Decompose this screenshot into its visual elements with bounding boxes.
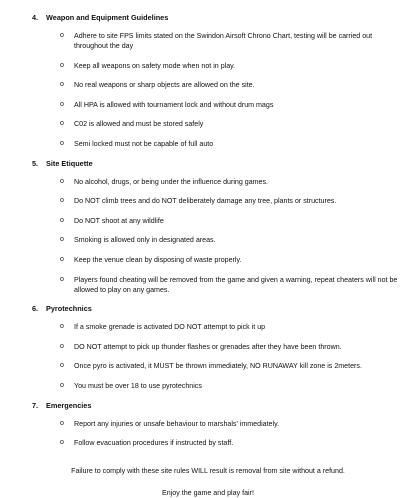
list-item [32, 275, 402, 295]
list-item [32, 322, 402, 332]
rule-text: Keep the venue clean by disposing of waste properly. [74, 255, 242, 264]
bullet-icon: o [60, 323, 64, 331]
section-pyrotechnics [32, 304, 402, 391]
rule-text: Do NOT climb trees and do NOT deliberately damage any tree, plants or structures. [74, 197, 337, 206]
list-item [32, 235, 402, 245]
section-title: Site Etiquette [46, 158, 93, 168]
list-item [32, 361, 402, 371]
list-item [32, 419, 402, 429]
section-number: 5. [32, 158, 39, 168]
list-item [32, 100, 402, 110]
list-item [32, 31, 402, 51]
list-item [32, 342, 402, 352]
section-number: 4. [32, 13, 39, 22]
bullet-icon: o [60, 139, 64, 147]
rule-text: DO NOT attempt to pick up thunder flashes or grenades after they have been thrown. [74, 342, 342, 351]
section-number: 7. [32, 400, 39, 410]
section-site-etiquette [32, 159, 402, 295]
section-heading [32, 159, 402, 169]
footer-warning: Failure to comply with these site rules WILL result is removal from site without a refund. [71, 467, 345, 476]
section-heading [32, 304, 402, 314]
rule-text: Once pyro is activated, it MUST be thrown immediately, NO RUNAWAY kill zone is 2meters. [74, 362, 362, 371]
rule-text: You must be over 18 to use pyrotechnics [74, 381, 202, 390]
bullet-icon: o [60, 216, 64, 224]
bullet-icon: o [60, 381, 64, 389]
rule-text: If a smoke grenade is activated DO NOT attempt to pick it up [74, 323, 266, 332]
bullet-icon: o [60, 100, 64, 108]
section-title: Pyrotechnics [46, 304, 92, 314]
section-weapon-guidelines [32, 13, 402, 149]
rule-text: Do NOT shoot at any wildlife [74, 216, 164, 225]
bullet-icon: o [60, 275, 64, 283]
rule-text: Follow evacuation procedures if instructed by staff. [74, 439, 234, 448]
rule-text: Keep all weapons on safety mode when not in play. [74, 61, 236, 70]
bullet-icon: o [60, 177, 64, 185]
bullet-icon: o [60, 439, 64, 447]
section-heading [32, 401, 402, 411]
list-item [32, 177, 402, 187]
list-item [32, 381, 402, 391]
list-item [32, 119, 402, 129]
list-item [32, 216, 402, 226]
bullet-icon: o [60, 342, 64, 350]
footer [14, 466, 402, 498]
rule-text: C02 is allowed and must be stored safely [74, 120, 204, 129]
list-item [32, 139, 402, 149]
rule-text: No alcohol, drugs, or being under the influence during games. [74, 177, 269, 186]
rule-list [32, 419, 402, 449]
bullet-icon: o [60, 81, 64, 89]
rule-list [32, 177, 402, 295]
section-emergencies [32, 401, 402, 449]
rule-text: Smoking is allowed only in designated areas. [74, 236, 216, 245]
rule-list [32, 322, 402, 391]
section-title: Weapon and Equipment Guidelines [46, 13, 169, 22]
bullet-icon: o [60, 197, 64, 205]
rule-text: Players found cheating will be removed from the game and given a warning, repeat cheaters will not be allowed to play on any games. [74, 275, 398, 294]
list-item [32, 61, 402, 71]
footer-closing: Enjoy the game and play fair! [162, 489, 254, 498]
rule-list [32, 31, 402, 149]
rule-text: Report any injuries or unsafe behaviour to marshals' immediately. [74, 419, 280, 428]
rule-text: No real weapons or sharp objects are allowed on the site. [74, 81, 255, 90]
section-title: Emergencies [46, 400, 92, 410]
bullet-icon: o [60, 61, 64, 69]
rule-text: Adhere to site FPS limits stated on the Swindon Airsoft Chrono Chart, testing will be carried out throughout the day [74, 32, 373, 50]
section-heading [32, 13, 402, 23]
bullet-icon: o [60, 236, 64, 244]
list-item [32, 196, 402, 206]
list-item [32, 80, 402, 90]
rule-text: Semi locked must not be capable of full auto [74, 139, 214, 148]
section-number: 6. [32, 304, 39, 314]
rule-text: All HPA is allowed with tournament lock and without drum mags [74, 100, 274, 109]
bullet-icon: o [60, 419, 64, 427]
bullet-icon: o [60, 362, 64, 370]
bullet-icon: o [60, 255, 64, 263]
list-item [32, 255, 402, 265]
list-item [32, 438, 402, 448]
bullet-icon: o [60, 32, 64, 39]
bullet-icon: o [60, 120, 64, 128]
